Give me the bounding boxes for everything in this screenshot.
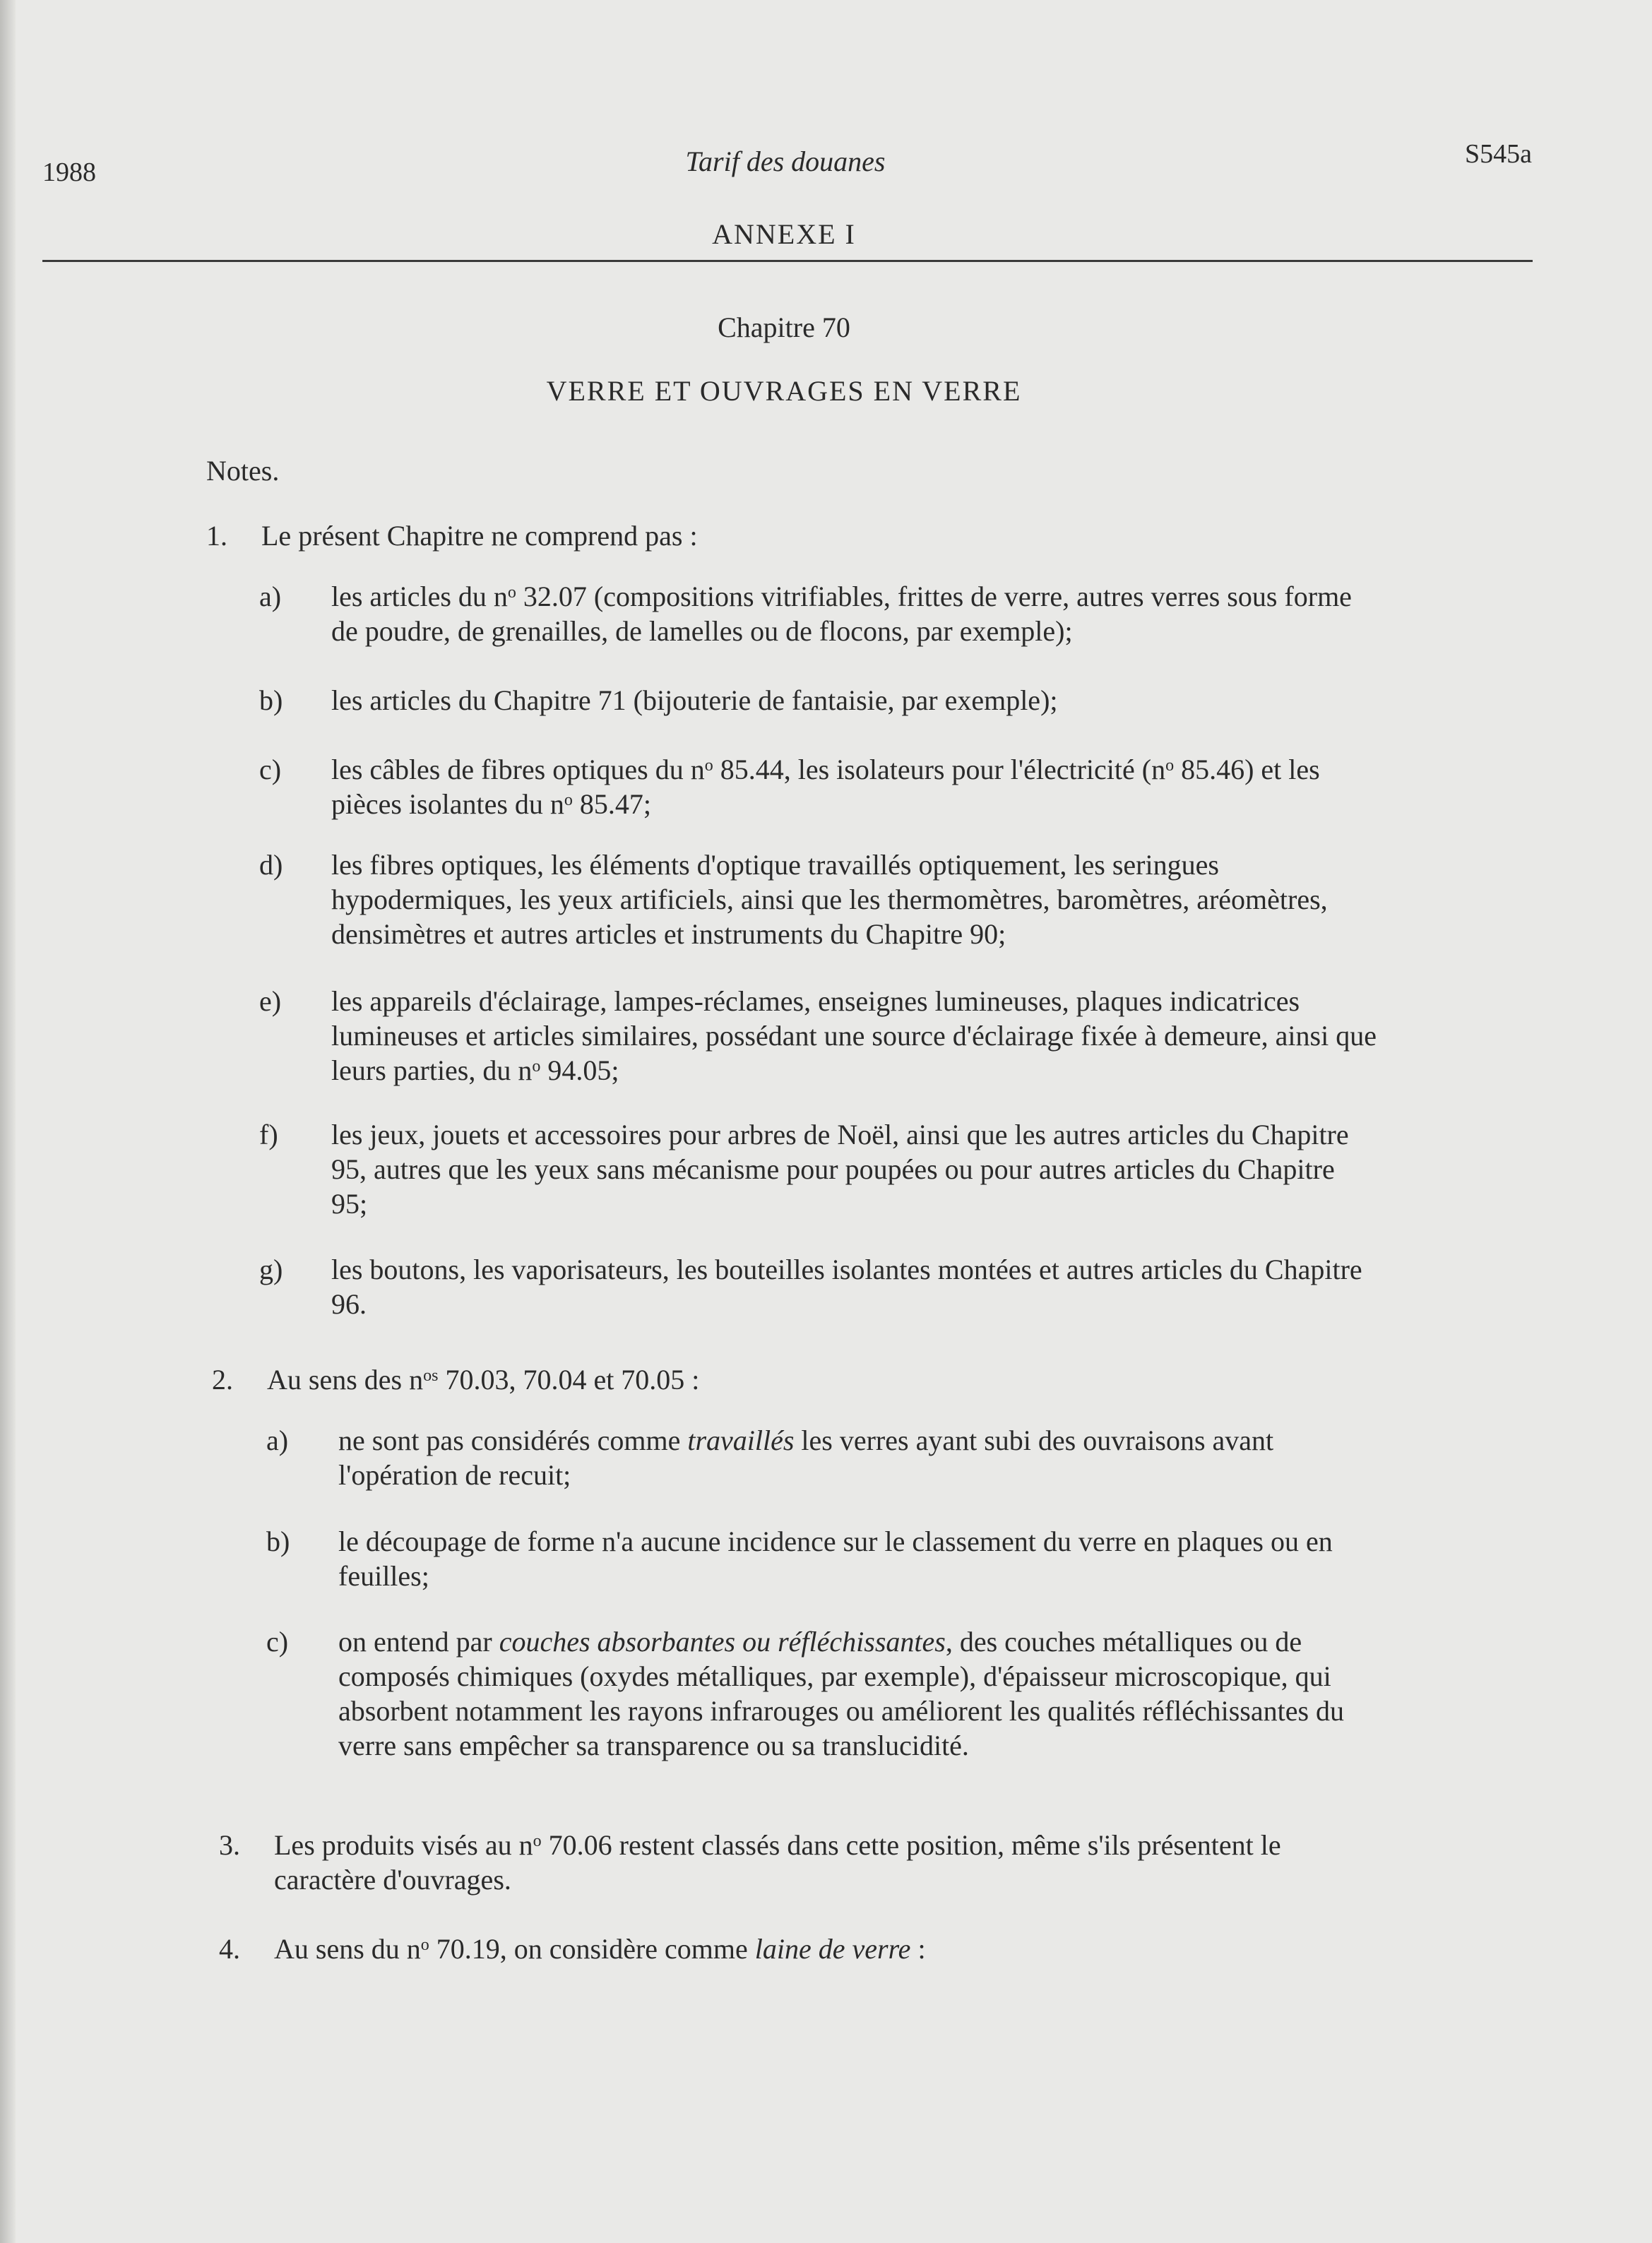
page-code: S545a <box>1465 139 1532 169</box>
chapter-label: Chapitre 70 <box>718 311 850 343</box>
item-text: les articles du Chapitre 71 (bijouterie de fantaisie, par exemple); <box>331 684 1058 716</box>
item-text: le découpage de forme n'a aucune incidence sur le classement du verre en plaques ou en feuilles; <box>338 1525 1333 1592</box>
item-label: a) <box>259 581 282 612</box>
annex-heading: ANNEXE I <box>712 218 856 250</box>
note-number: 4. <box>219 1933 240 1965</box>
item-text: on entend par couches absorbantes ou réfléchissantes, des couches métalliques ou de composés chimiques (oxydes métalliques, par exemple), d'épaisseur microscopique, qui absorbent notamment les rayons infrarouges ou améliorent les qualités réfléchissantes du verre sans empêcher sa transparence ou sa translucidité. <box>338 1626 1345 1761</box>
item-text: les boutons, les vaporisateurs, les bouteilles isolantes montées et autres articles du Chapitre 96. <box>331 1254 1362 1320</box>
item-label: c) <box>266 1626 289 1658</box>
item-text: ne sont pas considérés comme travaillés les verres ayant subi des ouvraisons avant l'opération de recuit; <box>338 1424 1274 1491</box>
note-text: Le présent Chapitre ne comprend pas : <box>261 520 698 552</box>
note-number: 3. <box>219 1829 240 1861</box>
item-text: les articles du $n^o$ 32.07 (compositions vitrifiables, frittes de verre, autres verres sous forme de poudre, de grenailles, de lamelles ou de flocons, par exemple); <box>331 581 1352 647</box>
note-number: 2. <box>212 1364 233 1396</box>
item-label: b) <box>259 684 283 716</box>
chapter-title: VERRE ET OUVRAGES EN VERRE <box>546 375 1022 407</box>
item-text: les appareils d'éclairage, lampes-réclames, enseignes lumineuses, plaques indicatrices lumineuses et articles similaires, possédant une source d'éclairage fixée à demeure, ainsi que leurs parties, du $n^o$ 94.05; <box>331 985 1377 1086</box>
note-number: 1. <box>206 520 227 552</box>
item-text: les fibres optiques, les éléments d'optique travaillés optiquement, les seringues hypodermiques, les yeux artificiels, ainsi que les thermomètres, baromètres, aréomètres, densimètres et autres articles et instruments du Chapitre 90; <box>331 849 1328 950</box>
page-year: 1988 <box>42 157 96 187</box>
item-label: d) <box>259 849 283 881</box>
item-label: a) <box>266 1424 289 1456</box>
notes-label: Notes. <box>206 455 280 487</box>
document-title: Tarif des douanes <box>685 145 886 177</box>
note-text: Au sens du $n^o$ 70.19, on considère comme laine de verre : <box>274 1933 926 1965</box>
item-text: les jeux, jouets et accessoires pour arbres de Noël, ainsi que les autres articles du Chapitre 95, autres que les yeux sans mécanisme pour poupées ou pour autres articles du Chapitre 95; <box>331 1119 1349 1220</box>
item-text: les câbles de fibres optiques du $n^o$ 85.44, les isolateurs pour l'électricité ($n^o$ 85.46) et les pièces isolantes du $n^o$ 85.47; <box>331 754 1320 820</box>
item-label: c) <box>259 754 282 785</box>
item-label: e) <box>259 985 282 1017</box>
note-text: Au sens des $n^{os}$ 70.03, 70.04 et 70.05 : <box>267 1364 700 1396</box>
note-text: Les produits visés au $n^o$ 70.06 restent classés dans cette position, même s'ils présentent le caractère d'ouvrages. <box>274 1829 1281 1896</box>
item-label: b) <box>266 1525 290 1557</box>
header-rule <box>42 260 1533 262</box>
item-label: g) <box>259 1254 283 1285</box>
item-label: f) <box>259 1119 278 1150</box>
